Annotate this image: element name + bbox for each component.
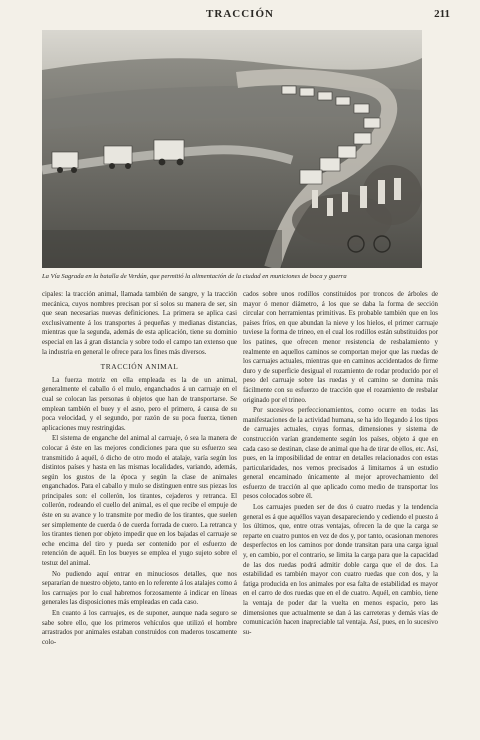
left-column (42, 290, 237, 648)
figure-caption: La Vía Sagrada en la batalla de Verdún, que permitió la alimentación de la ciudad en municiones de boca y guerra (42, 273, 347, 280)
left-paragraph-5: En cuanto á los carruajes, es de suponer, aunque nada seguro se sabe sobre ello, que los primeros vehículos que utilizó el hombre arrastrados por animales estaban construidos con maderos toscamente colo- (42, 610, 237, 646)
right-paragraph-2: Por sucesivos perfeccionamientos, como ocurre en todas las manifestaciones de la actividad humana, se ha ido llegando á los tipos de carruajes actuales, cuyas formas, dimensiones y sistema de construcción varían grandemente según los países, objeto á que en cada caso se destinan, clase de animal que ha de tirar de ellos, etc. Así, pues, en la imposibilidad de entrar en detalles relacionados con estas particularidades, nos vemos precisados á limitarnos á un estudio general encaminado únicamente al mejor aprovechamiento del esfuerzo de tracción al que aplicado como medio de transportar los pesos colocados sobre él. (243, 407, 438, 501)
left-paragraph-2: La fuerza motriz en ella empleada es la de un animal, generalmente el caballo ó el mulo, enganchados á un carruaje en el cual se colocan las personas ú objetos que han de transportarse. Se emplean también el buey y el asno, pero el primero, á causa de su poca velocidad, y el segundo, por razón de su poca fuerza, tienen aplicaciones muy restringidas. (42, 376, 237, 432)
left-paragraph-3: El sistema de enganche del animal al carruaje, ó sea la manera de colocar á éste en las mejores condiciones para que su esfuerzo sea transmitido á aquél, ó dicho de otro modo el atalaje, varía según los distintos países y hasta en las mismas localidades, variando, además, según los gustos de la época y según la clase de animales enganchados. Para el caballo y mulo se distinguen entre sus piezas los principales son: el collerón, los tirantes, cejaderos y retranca. El collerón, rodeando el cuello del animal, es el que recibe el empuje de éste en su avance y lo transmite por medio de los tirantes, que suelen ser simplemente de cuerda ó de cuerda forrada de cuero. La retranca y los tirantes tienen por objeto impedir que en los bajadas el carruaje se eche encima del tiro y pueda ser contenido por el esfuerzo de retención de aquél. En los bueyes se emplea el yugo sujeto sobre el testuz del animal. (42, 435, 237, 568)
right-paragraph-1: cados sobre unos rodillos constituidos por troncos de árboles de mayor ó menor diámetro, á los que se daba la forma de sección circular con herramientas primitivas. Es probable también que en los países fríos, en que abundan la nieve y los hielos, el primer carruaje tuviese la forma de trineo, en el cual los rodillos están substituidos por los patines, que ofrecen menor resistencia de resbalamiento y realmente en aquellos caminos se comportan mejor que las ruedas de los carruajes actuales, mientras que en caminos accidentados de firme duro y de superficie desigual el rozamiento de rodar producido por el peso del carruaje sobre las ruedas y el camino se domina más fácilmente con su esfuerzo de tracción que el rozamiento de resbalar originado por el trineo. (243, 291, 438, 404)
photograph-image (42, 30, 422, 268)
running-head (0, 8, 480, 24)
right-paragraph-3: Los carruajes pueden ser de dos ó cuatro ruedas y la tendencia general es á que aquéllos vayan desapareciendo y cediendo el puesto á los últimos, que, entre otras ventajas, ofrecen la de que la carga se reparte en cuatro puntos en vez de dos y, por tanto, ocasionan menores desperfectos en los caminos por donde transitan para una carga igual y, en cambio, por el contrario, se limita la carga para que la capacidad de las dos ruedas podrá admitir doble carga que el de dos. La estabilidad es también mayor con cuatro ruedas que con dos, y la fatiga producida en los animales por esa falta de estabilidad es mayor en el carro de dos ruedas que en el de cuatro. Aquél, en cambio, tiene la ventaja de poder dar la vuelta en menos espacio, pero las dimensiones que actualmente se dan á las carreteras y demás vías de comunicación hacen inapreciable tal ventaja. Así, pues, en lo sucesivo su- (243, 504, 438, 636)
left-paragraph-1: cipales: la tracción animal, llamada también de sangre, y la tracción mecánica, cuyos nombres precisan por sí solos su manera de ser, sin que sean necesarias nuevas definiciones. La primera se aplica casi exclusivamente á los transportes á pequeñas y medianas distancias, mientras que la segunda, además de esta aplicación, tiene su dominio especial en las á gran distancia y sobre todo el campo tan extenso que la industria en general le ofrece para los fines más diversos. (42, 291, 237, 356)
section-heading: TRACCIÓN ANIMAL (100, 362, 179, 372)
right-column (243, 290, 438, 638)
page-number: 211 (434, 8, 450, 20)
running-title: TRACCIÓN (206, 8, 274, 20)
left-paragraph-4: No pudiendo aquí entrar en minuciosos detalles, que nos separarían de nuestro objeto, tanto en lo referente á los atalajes como á los carruajes por lo cual habremos forzosamente á indicar en líneas generales las disposiciones más empleadas en cada caso. (42, 570, 237, 607)
verdun-photograph (42, 30, 422, 268)
